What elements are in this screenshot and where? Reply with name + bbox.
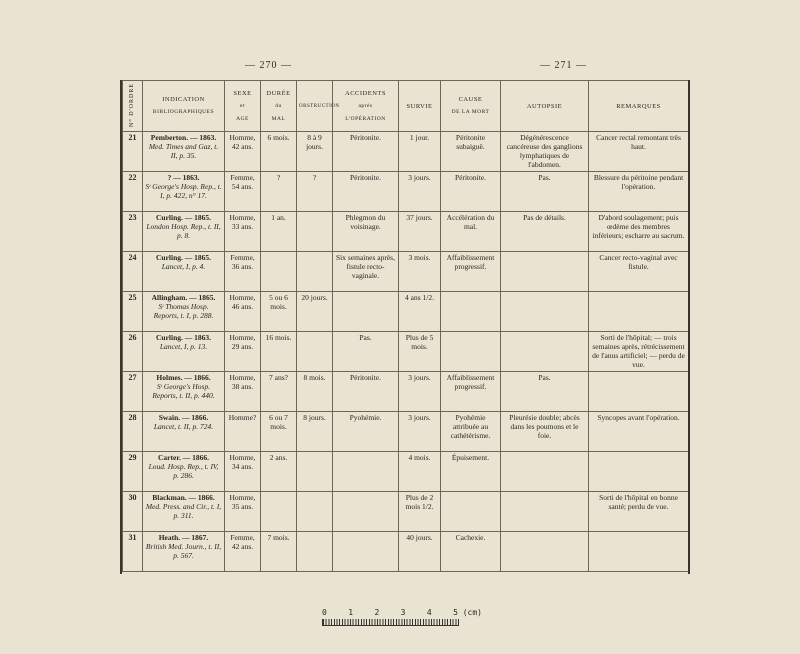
cell-accidents: Six semaines après, fistule recto-vaginale.: [333, 252, 399, 292]
header-accidents: ACCIDENTS après L'OPÉRATION: [333, 81, 399, 132]
cell-accidents: Péritonite.: [333, 132, 399, 172]
page-number-left: — 270 —: [245, 60, 292, 71]
cell-obstruction: 20 jours.: [297, 292, 333, 332]
header-obstruction: OBSTRUCTION: [297, 81, 333, 132]
ruler-bar: [322, 619, 459, 626]
cell-remarques: Sorti de l'hôpital; — trois semaines après, rétrécissement de l'anus artificiel; — perdu de vue.: [589, 332, 689, 372]
case-table: [122, 80, 689, 572]
cell-duree: [261, 492, 297, 532]
cell-indication: [143, 412, 225, 452]
header-sexe: SEXE et AGE: [225, 81, 261, 132]
cell-num: 27: [123, 372, 143, 412]
case-table-container: [120, 80, 690, 574]
cell-cause: [441, 492, 501, 532]
header-num: N° D'ORDRE: [123, 81, 143, 132]
cell-num: 26: [123, 332, 143, 372]
cell-num: 30: [123, 492, 143, 532]
cell-accidents: Phlegmon du voisinage.: [333, 212, 399, 252]
cell-num: 24: [123, 252, 143, 292]
cell-indication: [143, 492, 225, 532]
case-source: Sᵗ Thomas Hosp. Reports, t. I, p. 288.: [153, 302, 214, 320]
table-row: [123, 412, 689, 452]
case-source: Sᵗ George's Hosp. Rep., t. I, p. 422, n° 17.: [145, 182, 222, 200]
cell-remarques: Cancer rectal remontant très haut.: [589, 132, 689, 172]
cell-duree: 6 ou 7 mois.: [261, 412, 297, 452]
cell-survie: 1 jour.: [399, 132, 441, 172]
case-source: Sᵗ George's Hosp. Reports, t. II, p. 440.: [152, 382, 215, 400]
cell-autopsie: [501, 452, 589, 492]
case-author: ? — 1863.: [167, 173, 200, 182]
cell-accidents: Péritonite.: [333, 372, 399, 412]
cell-remarques: Blessure du péritoine pendant l'opération.: [589, 172, 689, 212]
cell-accidents: [333, 292, 399, 332]
cell-autopsie: Pas.: [501, 372, 589, 412]
cell-sexe: Homme?: [225, 412, 261, 452]
cell-survie: 4 ans 1/2.: [399, 292, 441, 332]
cell-autopsie: [501, 292, 589, 332]
cell-accidents: [333, 492, 399, 532]
cell-autopsie: [501, 252, 589, 292]
cell-num: 31: [123, 532, 143, 572]
cell-duree: 5 ou 6 mois.: [261, 292, 297, 332]
case-source: Lancet, t. II, p. 724.: [153, 422, 214, 431]
cell-remarques: [589, 292, 689, 332]
table-row: [123, 332, 689, 372]
cell-num: 23: [123, 212, 143, 252]
cell-indication: [143, 292, 225, 332]
case-author: Curling. — 1863.: [155, 333, 211, 342]
table-row: [123, 292, 689, 332]
case-author: Heath. — 1867.: [158, 533, 209, 542]
cell-duree: 7 ans?: [261, 372, 297, 412]
case-source: Med. Press. and Cir., t. I, p. 311.: [145, 502, 222, 520]
cell-autopsie: Pleurésie double; abcès dans les poumons et le foie.: [501, 412, 589, 452]
cell-duree: 1 an.: [261, 212, 297, 252]
cell-obstruction: [297, 532, 333, 572]
table-header-row: [123, 81, 689, 132]
cell-autopsie: [501, 492, 589, 532]
table-row: [123, 172, 689, 212]
cell-indication: [143, 172, 225, 212]
table-row: [123, 532, 689, 572]
cell-survie: Plus de 2 mois 1/2.: [399, 492, 441, 532]
case-author: Swain. — 1866.: [158, 413, 209, 422]
cell-cause: [441, 332, 501, 372]
case-source: Lancet, I, p. 13.: [159, 342, 208, 351]
case-source: Loud. Hosp. Rep., t. IV, p. 286.: [148, 462, 219, 480]
cell-indication: [143, 372, 225, 412]
case-author: Curling. — 1865.: [155, 253, 211, 262]
cell-accidents: Péritonite.: [333, 172, 399, 212]
table-row: [123, 372, 689, 412]
cell-duree: ?: [261, 172, 297, 212]
header-cause: CAUSE DE LA MORT: [441, 81, 501, 132]
cell-duree: 7 mois.: [261, 532, 297, 572]
cell-obstruction: [297, 252, 333, 292]
cell-obstruction: [297, 212, 333, 252]
table-row: [123, 492, 689, 532]
cell-survie: 40 jours.: [399, 532, 441, 572]
ruler-label: 2: [374, 608, 380, 617]
cell-remarques: [589, 532, 689, 572]
cell-cause: Péritonite.: [441, 172, 501, 212]
ruler-label: 3: [400, 608, 406, 617]
cell-cause: Péritonite subaiguë.: [441, 132, 501, 172]
header-duree: DURÉE du MAL: [261, 81, 297, 132]
table-row: [123, 212, 689, 252]
cell-cause: Accélération du mal.: [441, 212, 501, 252]
cell-remarques: [589, 452, 689, 492]
header-indication: INDICATION BIBLIOGRAPHIQUES: [143, 81, 225, 132]
cell-obstruction: [297, 332, 333, 372]
cell-indication: [143, 212, 225, 252]
case-author: Curling. — 1865.: [155, 213, 211, 222]
cell-obstruction: [297, 492, 333, 532]
cell-sexe: Homme, 33 ans.: [225, 212, 261, 252]
cell-cause: [441, 292, 501, 332]
cell-obstruction: [297, 452, 333, 492]
cell-sexe: Femme, 36 ans.: [225, 252, 261, 292]
case-source: London Hosp. Rep., t. II, p. 8.: [146, 222, 221, 240]
cell-obstruction: 8 jours.: [297, 412, 333, 452]
cell-indication: [143, 452, 225, 492]
cell-sexe: Homme, 35 ans.: [225, 492, 261, 532]
cell-indication: [143, 252, 225, 292]
cell-remarques: Cancer recto-vaginal avec fistule.: [589, 252, 689, 292]
cell-survie: 3 jours.: [399, 412, 441, 452]
cell-duree: 2 ans.: [261, 452, 297, 492]
cell-survie: Plus de 5 mois.: [399, 332, 441, 372]
cell-sexe: Homme, 38 ans.: [225, 372, 261, 412]
cell-num: 28: [123, 412, 143, 452]
scale-ruler: [322, 608, 482, 626]
cell-indication: [143, 332, 225, 372]
cell-remarques: [589, 372, 689, 412]
cell-duree: 6 mois.: [261, 132, 297, 172]
ruler-label: 1: [348, 608, 354, 617]
cell-duree: 16 mois.: [261, 332, 297, 372]
case-author: Allingham. — 1865.: [151, 293, 216, 302]
ruler-label: 4: [426, 608, 432, 617]
table-row: [123, 132, 689, 172]
cell-indication: [143, 532, 225, 572]
ruler-labels: [322, 608, 482, 617]
case-source: Med. Times and Gaz, t. II, p. 35.: [148, 142, 219, 160]
cell-sexe: Homme, 29 ans.: [225, 332, 261, 372]
cell-survie: 3 jours.: [399, 172, 441, 212]
case-author: Blackman. — 1866.: [152, 493, 215, 502]
case-source: Lancet, I, p. 4.: [161, 262, 206, 271]
cell-num: 22: [123, 172, 143, 212]
cell-survie: 3 jours.: [399, 372, 441, 412]
cell-cause: Affaiblissement progressif.: [441, 372, 501, 412]
cell-accidents: [333, 532, 399, 572]
cell-survie: 37 jours.: [399, 212, 441, 252]
cell-remarques: D'abord soulagement; puis œdème des membres inférieurs; escharre au sacrum.: [589, 212, 689, 252]
cell-autopsie: Pas de détails.: [501, 212, 589, 252]
cell-obstruction: ?: [297, 172, 333, 212]
case-author: Holmes. — 1866.: [156, 373, 211, 382]
header-autopsie: AUTOPSIE: [501, 81, 589, 132]
cell-obstruction: 8 mois.: [297, 372, 333, 412]
cell-autopsie: [501, 532, 589, 572]
cell-accidents: Pyohémie.: [333, 412, 399, 452]
cell-autopsie: [501, 332, 589, 372]
table-row: [123, 252, 689, 292]
cell-indication: [143, 132, 225, 172]
cell-autopsie: Pas.: [501, 172, 589, 212]
cell-cause: Affaiblissement progressif.: [441, 252, 501, 292]
case-author: Carter. — 1866.: [158, 453, 209, 462]
cell-remarques: Sorti de l'hôpital en bonne santé; perdu de vue.: [589, 492, 689, 532]
cell-sexe: Homme, 46 ans.: [225, 292, 261, 332]
cell-duree: [261, 252, 297, 292]
ruler-label: 5 (cm): [453, 608, 482, 617]
cell-accidents: [333, 452, 399, 492]
cell-num: 21: [123, 132, 143, 172]
cell-accidents: Pas.: [333, 332, 399, 372]
cell-obstruction: 8 à 9 jours.: [297, 132, 333, 172]
cell-sexe: Femme, 54 ans.: [225, 172, 261, 212]
cell-remarques: Syncopes avant l'opération.: [589, 412, 689, 452]
cell-cause: Cachexie.: [441, 532, 501, 572]
cell-survie: 4 mois.: [399, 452, 441, 492]
cell-survie: 3 mois.: [399, 252, 441, 292]
page-number-right: — 271 —: [540, 60, 587, 71]
table-row: [123, 452, 689, 492]
cell-autopsie: Dégénérescence cancéreuse des ganglions lymphatiques de l'abdomen.: [501, 132, 589, 172]
header-remarques: REMARQUES: [589, 81, 689, 132]
cell-sexe: Femme, 42 ans.: [225, 532, 261, 572]
case-author: Pemberton. — 1863.: [150, 133, 217, 142]
cell-sexe: Homme, 42 ans.: [225, 132, 261, 172]
cell-sexe: Homme, 34 ans.: [225, 452, 261, 492]
case-source: British Med. Journ., t. II, p. 567.: [145, 542, 222, 560]
cell-cause: Pyohémie attribuée au cathétérisme.: [441, 412, 501, 452]
cell-num: 25: [123, 292, 143, 332]
cell-cause: Épuisement.: [441, 452, 501, 492]
ruler-label: 0: [322, 608, 327, 617]
header-survie: SURVIE: [399, 81, 441, 132]
cell-num: 29: [123, 452, 143, 492]
